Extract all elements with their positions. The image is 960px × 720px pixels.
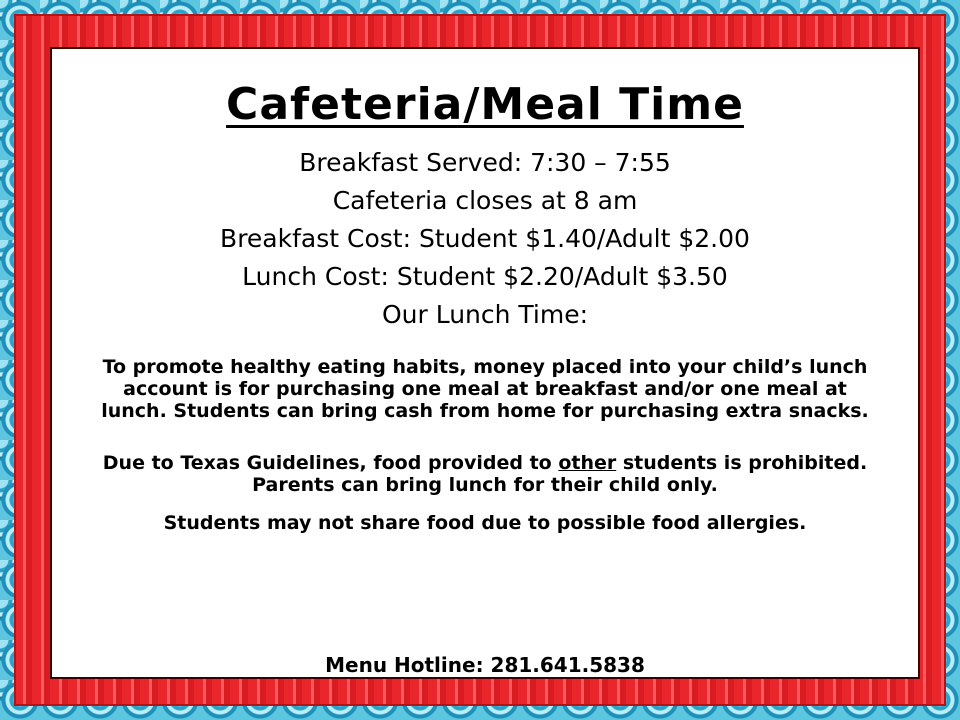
breakfast-served-text: Breakfast Served: 7:30 – 7:55 <box>299 148 671 177</box>
schedule-info <box>52 144 918 334</box>
guidelines-paragraph <box>90 452 880 496</box>
guidelines-underlined-word: other <box>558 452 617 474</box>
breakfast-cost-text: Breakfast Cost: Student $1.40/Adult $2.00 <box>220 224 750 253</box>
allergies-paragraph: Students may not share food due to possible food allergies. <box>163 512 807 534</box>
cafeteria-closes-text: Cafeteria closes at 8 am <box>332 186 638 215</box>
menu-hotline: Menu Hotline: 281.641.5838 <box>325 653 645 677</box>
page-title: Cafeteria/Meal Time <box>226 79 744 130</box>
guidelines-text-start: Due to Texas Guidelines, food provided to <box>102 452 559 474</box>
info-card <box>50 47 920 679</box>
lunch-cost-text: Lunch Cost: Student $2.20/Adult $3.50 <box>242 262 728 291</box>
healthy-eating-paragraph: To promote healthy eating habits, money placed into your child’s lunch account is for purchasing one meal at breakfast and/or one meal at lunch. Students can bring cash from home for purchasing extra snacks. <box>101 356 869 422</box>
guidelines-text-end: students is prohibited. Parents can bring lunch for their child only. <box>252 452 868 496</box>
lunch-time-text: Our Lunch Time: <box>381 300 589 329</box>
